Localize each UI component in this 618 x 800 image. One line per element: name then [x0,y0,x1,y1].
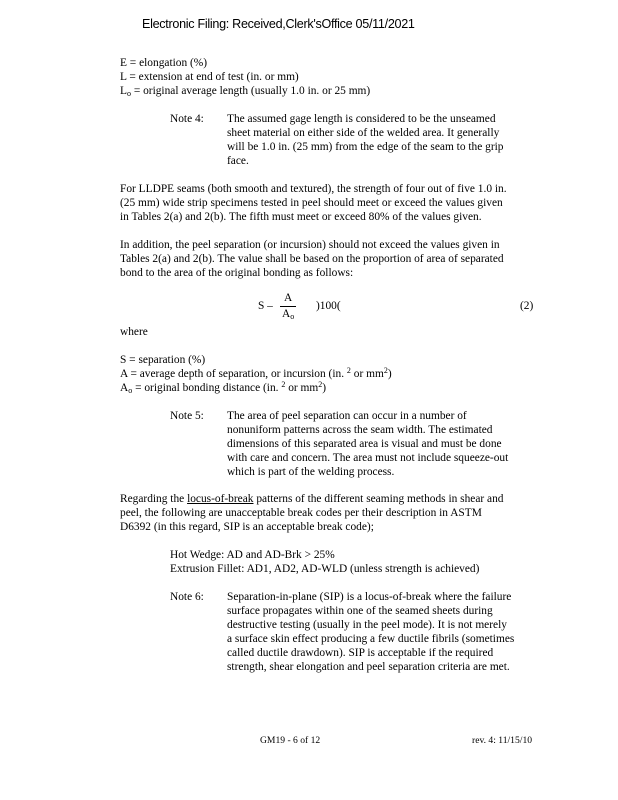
lldpe-paragraph-line: (25 mm) wide strip specimens tested in peel should meet or exceed the values given [120,197,503,209]
locus-paragraph-line [120,492,503,507]
lo-subscript: o [126,89,131,98]
definition-original-length [120,84,370,100]
note5-line: which is part of the welding process. [227,466,395,478]
note5-line: with care and concern. The area must not include squeeze-out [227,452,509,464]
note4-label: Note 4: [170,113,204,125]
lldpe-paragraph-line: in Tables 2(a) and 2(b). The fifth must meet or exceed 80% of the values given. [120,211,482,223]
note4-line: sheet material on either side of the welded area. It generally [227,127,500,139]
var-bonding-distance [120,381,326,397]
note5-line: dimensions of this separated area is visual and must be done [227,438,502,450]
note4-line: The assumed gage length is considered to be the unseamed [227,113,496,125]
ao-mid: or mm [285,382,319,394]
equation-rhs: )100( [316,300,341,312]
break-code-extrusion-fillet: Extrusion Fillet: AD1, AD2, AD-WLD (unless strength is achieved) [170,563,480,575]
peel-paragraph-line: bond to the area of the original bonding as follows: [120,267,354,279]
footer-page-number: GM19 - 6 of 12 [260,735,321,746]
locus-paragraph-line: peel, the following are unacceptable break codes per their description in ASTM [120,507,482,519]
ao-text: = original bonding distance (in. [132,382,282,394]
equation-denominator [282,307,294,323]
note5-line: nonuniform patterns across the seam width. The estimated [227,424,493,436]
note4-line: face. [227,155,249,167]
equation-number: (2) [520,300,534,312]
note4-line: will be 1.0 in. (25 mm) from the edge of the seam to the grip [227,141,504,153]
note5-label: Note 5: [170,410,204,422]
definition-extension: L = extension at end of test (in. or mm) [120,71,299,83]
locus-of-break-term: locus-of-break [187,493,254,505]
note6-line: destructive testing (usually in the peel mode). It is not merely [227,619,507,631]
equation-denominator-symbol: A [282,308,291,320]
equation-numerator: A [284,292,293,304]
ao-subscript: o [128,386,133,395]
locus-line1-post: patterns of the different seaming methods in shear and [253,493,504,505]
ao-end: ) [322,382,327,394]
ao-symbol: A [120,382,129,394]
equation-lhs: S – [258,300,273,312]
note6-line: a surface skin effect producing a few ductile fibrils (sometimes [227,633,515,645]
peel-paragraph-line: In addition, the peel separation (or incursion) should not exceed the values given in [120,239,500,251]
definition-elongation: E = elongation (%) [120,57,208,69]
ao-sup: 2 [281,380,286,389]
lo-symbol: L [120,85,127,97]
note6-label: Note 6: [170,591,204,603]
ao-sup2: 2 [318,380,323,389]
note5-line: The area of peel separation can occur in a number of [227,410,467,422]
equation-denominator-subscript: o [290,312,295,321]
lo-text: = original average length (usually 1.0 in. or 25 mm) [130,85,371,97]
break-code-hot-wedge: Hot Wedge: AD and AD-Brk > 25% [170,549,335,561]
locus-line1-pre: Regarding the [120,493,188,505]
var-depth-end: ) [387,368,392,380]
footer-revision: rev. 4: 11/15/10 [472,735,533,746]
var-separation: S = separation (%) [120,354,206,366]
note6-line: called ductile drawdown). SIP is acceptable if the required [227,647,494,659]
note6-line: strength, shear elongation and peel separation criteria are met. [227,661,510,673]
var-depth-text: A = average depth of separation, or incursion (in. [120,368,345,380]
filing-header: Electronic Filing: Received,Clerk'sOffice 05/11/2021 [142,17,415,31]
peel-paragraph-line: Tables 2(a) and 2(b). The value shall be based on the proportion of area of separated [120,253,504,265]
lldpe-paragraph-line: For LLDPE seams (both smooth and textured), the strength of four out of five 1.0 in. [120,183,507,195]
var-depth-sup2: 2 [383,366,388,375]
where-label: where [120,326,148,338]
var-depth-mid: or mm [350,368,384,380]
locus-paragraph-line: D6392 (in this regard, SIP is an acceptable break code); [120,521,374,533]
note6-line: surface propagates within one of the seamed sheets during [227,605,493,617]
var-depth-sup: 2 [346,366,351,375]
note6-line: Separation-in-plane (SIP) is a locus-of-break where the failure [227,591,512,603]
